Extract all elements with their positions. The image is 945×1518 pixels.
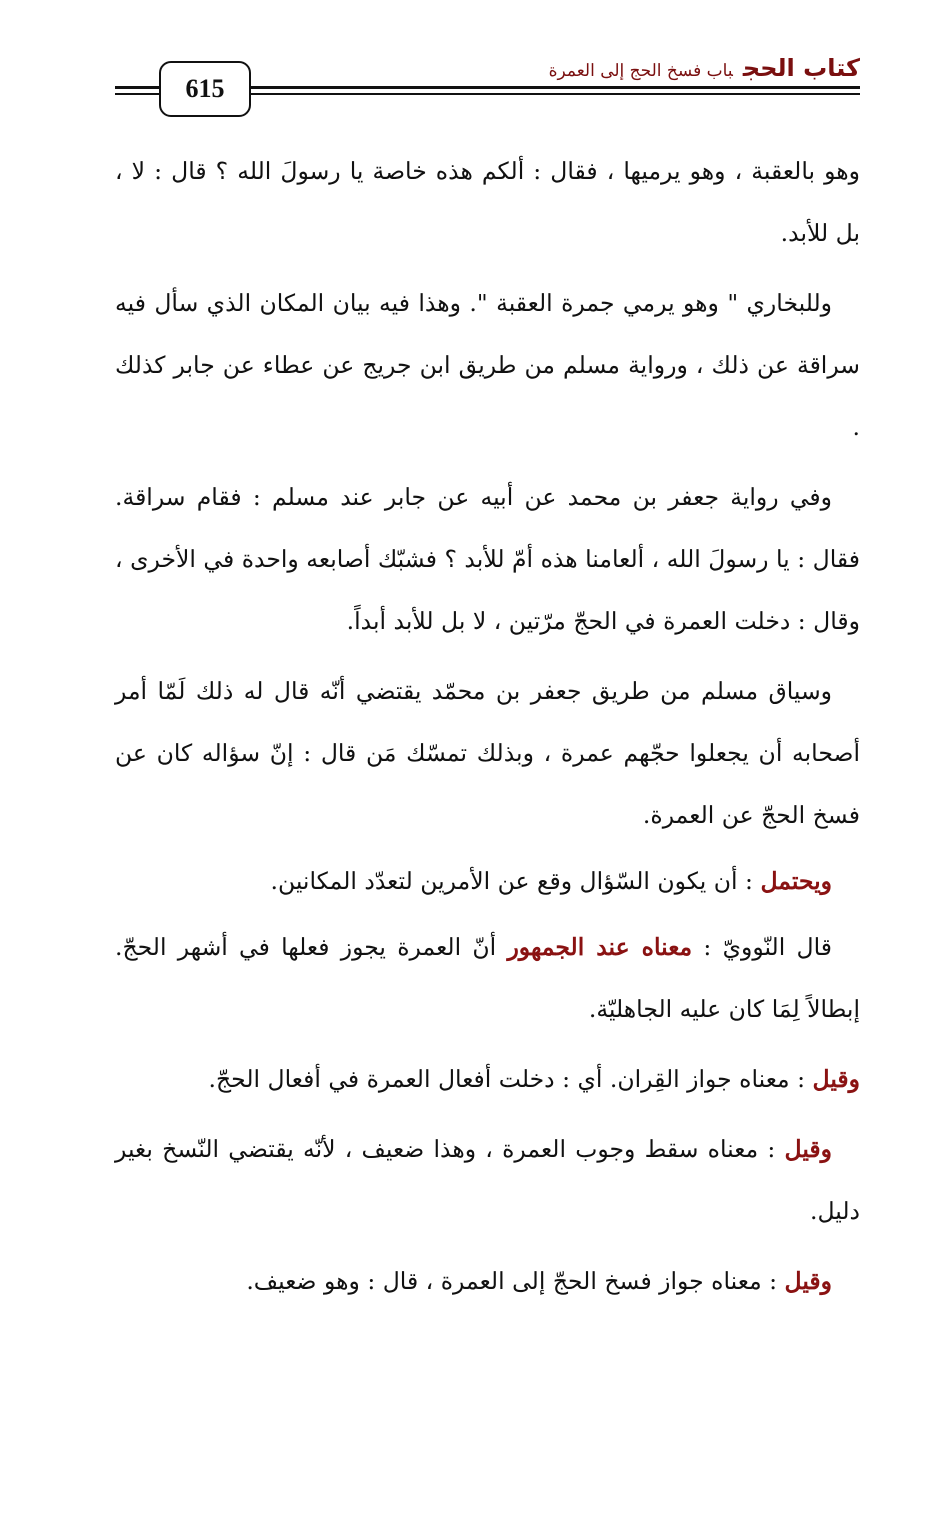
paragraph-text: : معناه سقط وجوب العمرة ، وهذا ضعيف ، لأنّه يقتضي النّسخ بغير دليل. <box>115 1135 860 1225</box>
book-title: كتاب الحج <box>742 54 860 82</box>
paragraph-text: : معناه جواز فسخ الحجّ إلى العمرة ، قال : وهو ضعيف. <box>246 1267 785 1295</box>
running-title <box>549 54 860 82</box>
keyword-text: وقيل <box>784 1135 832 1163</box>
paragraph-text: : معناه جواز القِران. أي : دخلت أفعال العمرة في أفعال الحجّ. <box>208 1065 813 1093</box>
paragraph <box>115 854 860 908</box>
keyword-text: وقيل <box>812 1065 860 1093</box>
paragraph-text: وفي رواية جعفر بن محمد عن أبيه عن جابر عند مسلم : فقام سراقة. فقال : يا رسولَ الله ، ألعامنا هذه أمّ للأبد ؟ فشبّك أصابعه واحدة في الأخرى ، وقال : دخلت العمرة في الحجّ مرّتين ، لا بل للأبد أبداً. <box>115 483 860 635</box>
paragraph <box>115 1048 860 1110</box>
keyword-text: ويحتمل <box>760 867 832 895</box>
paragraph-text: وسياق مسلم من طريق جعفر بن محمّد يقتضي أنّه قال له ذلك لَمّا أمر أصحابه أن يجعلوا حجّهم عمرة ، وبذلك تمسّك مَن قال : إنّ سؤاله كان عن فسخ الحجّ عن العمرة. <box>115 677 860 829</box>
paragraph <box>115 1118 860 1242</box>
page-number-box <box>159 61 251 117</box>
paragraph <box>115 140 860 264</box>
paragraph-text: : أن يكون السّؤال وقع عن الأمرين لتعدّد المكانين. <box>270 867 761 895</box>
page-header <box>115 50 860 110</box>
body-text <box>115 140 860 1320</box>
paragraph <box>115 916 860 1040</box>
paragraph <box>115 1250 860 1312</box>
paragraph <box>115 466 860 652</box>
keyword-text: وقيل <box>784 1267 832 1295</box>
paragraph <box>115 660 860 846</box>
paragraph <box>115 272 860 458</box>
paragraph-text: وللبخاري " وهو يرمي جمرة العقبة ". وهذا فيه بيان المكان الذي سأل فيه سراقة عن ذلك ، ورواية مسلم من طريق ابن جريج عن عطاء عن جابر كذلك . <box>115 289 860 441</box>
paragraph-text: أنّ العمرة يجوز فعلها في أشهر الحجّ. إبطالاً لِمَا كان عليه الجاهليّة. <box>115 933 860 1023</box>
chapter-title: باب فسخ الحج إلى العمرة <box>548 61 733 81</box>
page-number: 615 <box>185 74 225 103</box>
keyword-text: معناه عند الجمهور <box>507 933 693 961</box>
paragraph-text: قال النّوويّ : <box>692 933 832 961</box>
paragraph-text: وهو بالعقبة ، وهو يرميها ، فقال : ألكم هذه خاصة يا رسولَ الله ؟ قال : لا ، بل للأبد. <box>115 157 860 247</box>
